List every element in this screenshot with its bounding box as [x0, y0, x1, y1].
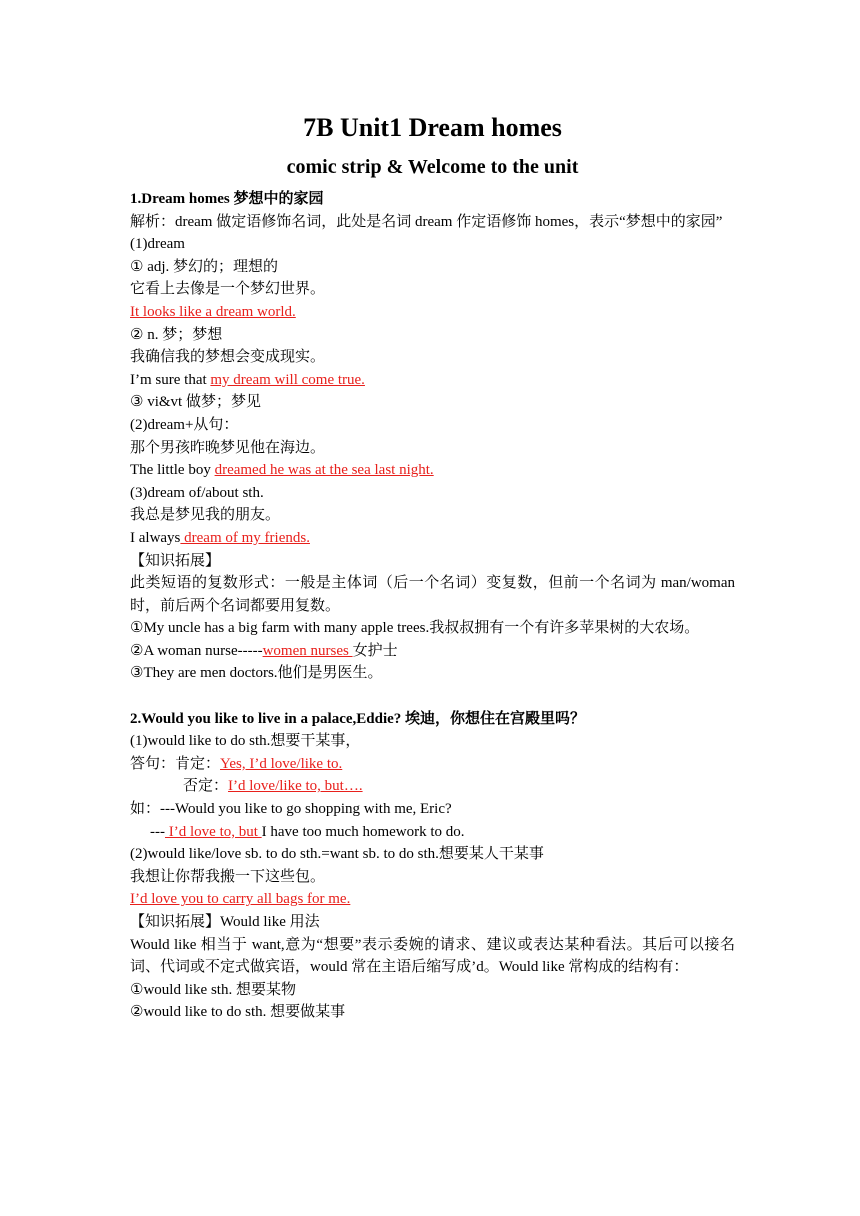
point-dream: (1)dream — [130, 236, 185, 253]
answer-positive — [130, 753, 735, 776]
point-dream-of-example — [130, 527, 735, 550]
sense-noun-answer: my dream will come true. — [210, 371, 365, 388]
example-reply — [130, 821, 735, 844]
point-dream-clause-chinese: 那个男孩昨晚梦见他在海边。 — [130, 439, 326, 456]
example-reply-dash: --- — [150, 823, 165, 840]
answer-negative-label: 否定： — [183, 778, 229, 795]
point-dream-of-text: I always — [130, 529, 181, 546]
point-would-like: (1)would like to do sth.想要干某事， — [130, 733, 361, 750]
point-would-like-sb-answer: I’d love you to carry all bags for me. — [130, 891, 351, 908]
example-reply-text: I have too much homework to do. — [261, 823, 465, 840]
extension-text-1: 此类短语的复数形式：一般是主体词（后一个名词）变复数，但前一个名词为 man/woman 时，前后两个名词都要用复数。 — [130, 575, 735, 614]
sense-adj: ① adj. 梦幻的；理想的 — [130, 258, 279, 275]
spacer — [130, 685, 735, 708]
sense-verb: ③ vi&vt 做梦；梦见 — [130, 394, 261, 411]
point-would-like-sb: (2)would like/love sb. to do sth.=want sb. to do sth.想要某人干某事 — [130, 846, 544, 863]
sense-noun: ② n. 梦；梦想 — [130, 326, 223, 343]
example-reply-answer: I’d love to, but — [165, 823, 262, 840]
section-2-heading: 2.Would you like to live in a palace,Eddie? 埃迪，你想住在宫殿里吗？ — [130, 710, 586, 727]
document-page — [130, 112, 735, 1024]
document-subtitle: comic strip & Welcome to the unit — [286, 156, 579, 178]
answer-negative-text: I’d love/like to, but…. — [228, 778, 363, 795]
document-title: 7B Unit1 Dream homes — [303, 113, 562, 142]
point-dream-of-answer: dream of my friends. — [180, 529, 310, 546]
extension-example-3: ③They are men doctors.他们是男医生。 — [130, 665, 383, 682]
extension-example-1: ①My uncle has a big farm with many apple trees.我叔叔拥有一个有许多苹果树的大农场。 — [130, 620, 700, 637]
extension-example-2-answer: women nurses — [262, 642, 353, 659]
extension-example-2-meaning: 女护士 — [352, 642, 398, 659]
section-1-analysis: 解析：dream 做定语修饰名词，此处是名词 dream 作定语修饰 homes，表示“梦想中的家园” — [130, 213, 723, 230]
section-1-heading: 1.Dream homes 梦想中的家园 — [130, 191, 324, 207]
point-dream-clause: (2)dream+从句： — [130, 416, 239, 433]
sense-adj-chinese: 它看上去像是一个梦幻世界。 — [130, 281, 326, 298]
answer-negative — [130, 775, 735, 798]
sense-adj-answer: It looks like a dream world. — [130, 303, 296, 320]
sense-noun-example-text: I’m sure that — [130, 371, 211, 388]
point-dream-clause-answer: dreamed he was at the sea last night. — [214, 462, 434, 479]
extension-example-2 — [130, 640, 735, 663]
sense-noun-example — [130, 369, 735, 392]
structure-1: ①would like sth. 想要某物 — [130, 981, 296, 998]
extension-example-2-text: ②A woman nurse----- — [130, 642, 263, 659]
sense-noun-chinese: 我确信我的梦想会变成现实。 — [130, 349, 326, 366]
extension-heading-1: 【知识拓展】 — [130, 552, 221, 569]
answer-label: 答句：肯定： — [130, 755, 221, 772]
extension-heading-2: 【知识拓展】Would like 用法 — [130, 914, 320, 930]
point-dream-of: (3)dream of/about sth. — [130, 484, 264, 501]
point-dream-of-chinese: 我总是梦见我的朋友。 — [130, 507, 281, 524]
example-question: 如：---Would you like to go shopping with me, Eric? — [130, 801, 452, 818]
answer-positive-text: Yes, I’d love/like to. — [220, 755, 343, 772]
structure-2: ②would like to do sth. 想要做某事 — [130, 1004, 346, 1021]
point-dream-clause-text: The little boy — [130, 462, 215, 479]
point-dream-clause-example — [130, 459, 735, 482]
point-would-like-sb-chinese: 我想让你帮我搬一下这些包。 — [130, 868, 326, 885]
extension-text-2: Would like 相当于 want,意为“想要”表示委婉的请求、建议或表达某种看法。其后可以接名词、代词或不定式做宾语，would 常在主语后缩写成’d。Would like 常构成的结构有： — [130, 936, 735, 976]
